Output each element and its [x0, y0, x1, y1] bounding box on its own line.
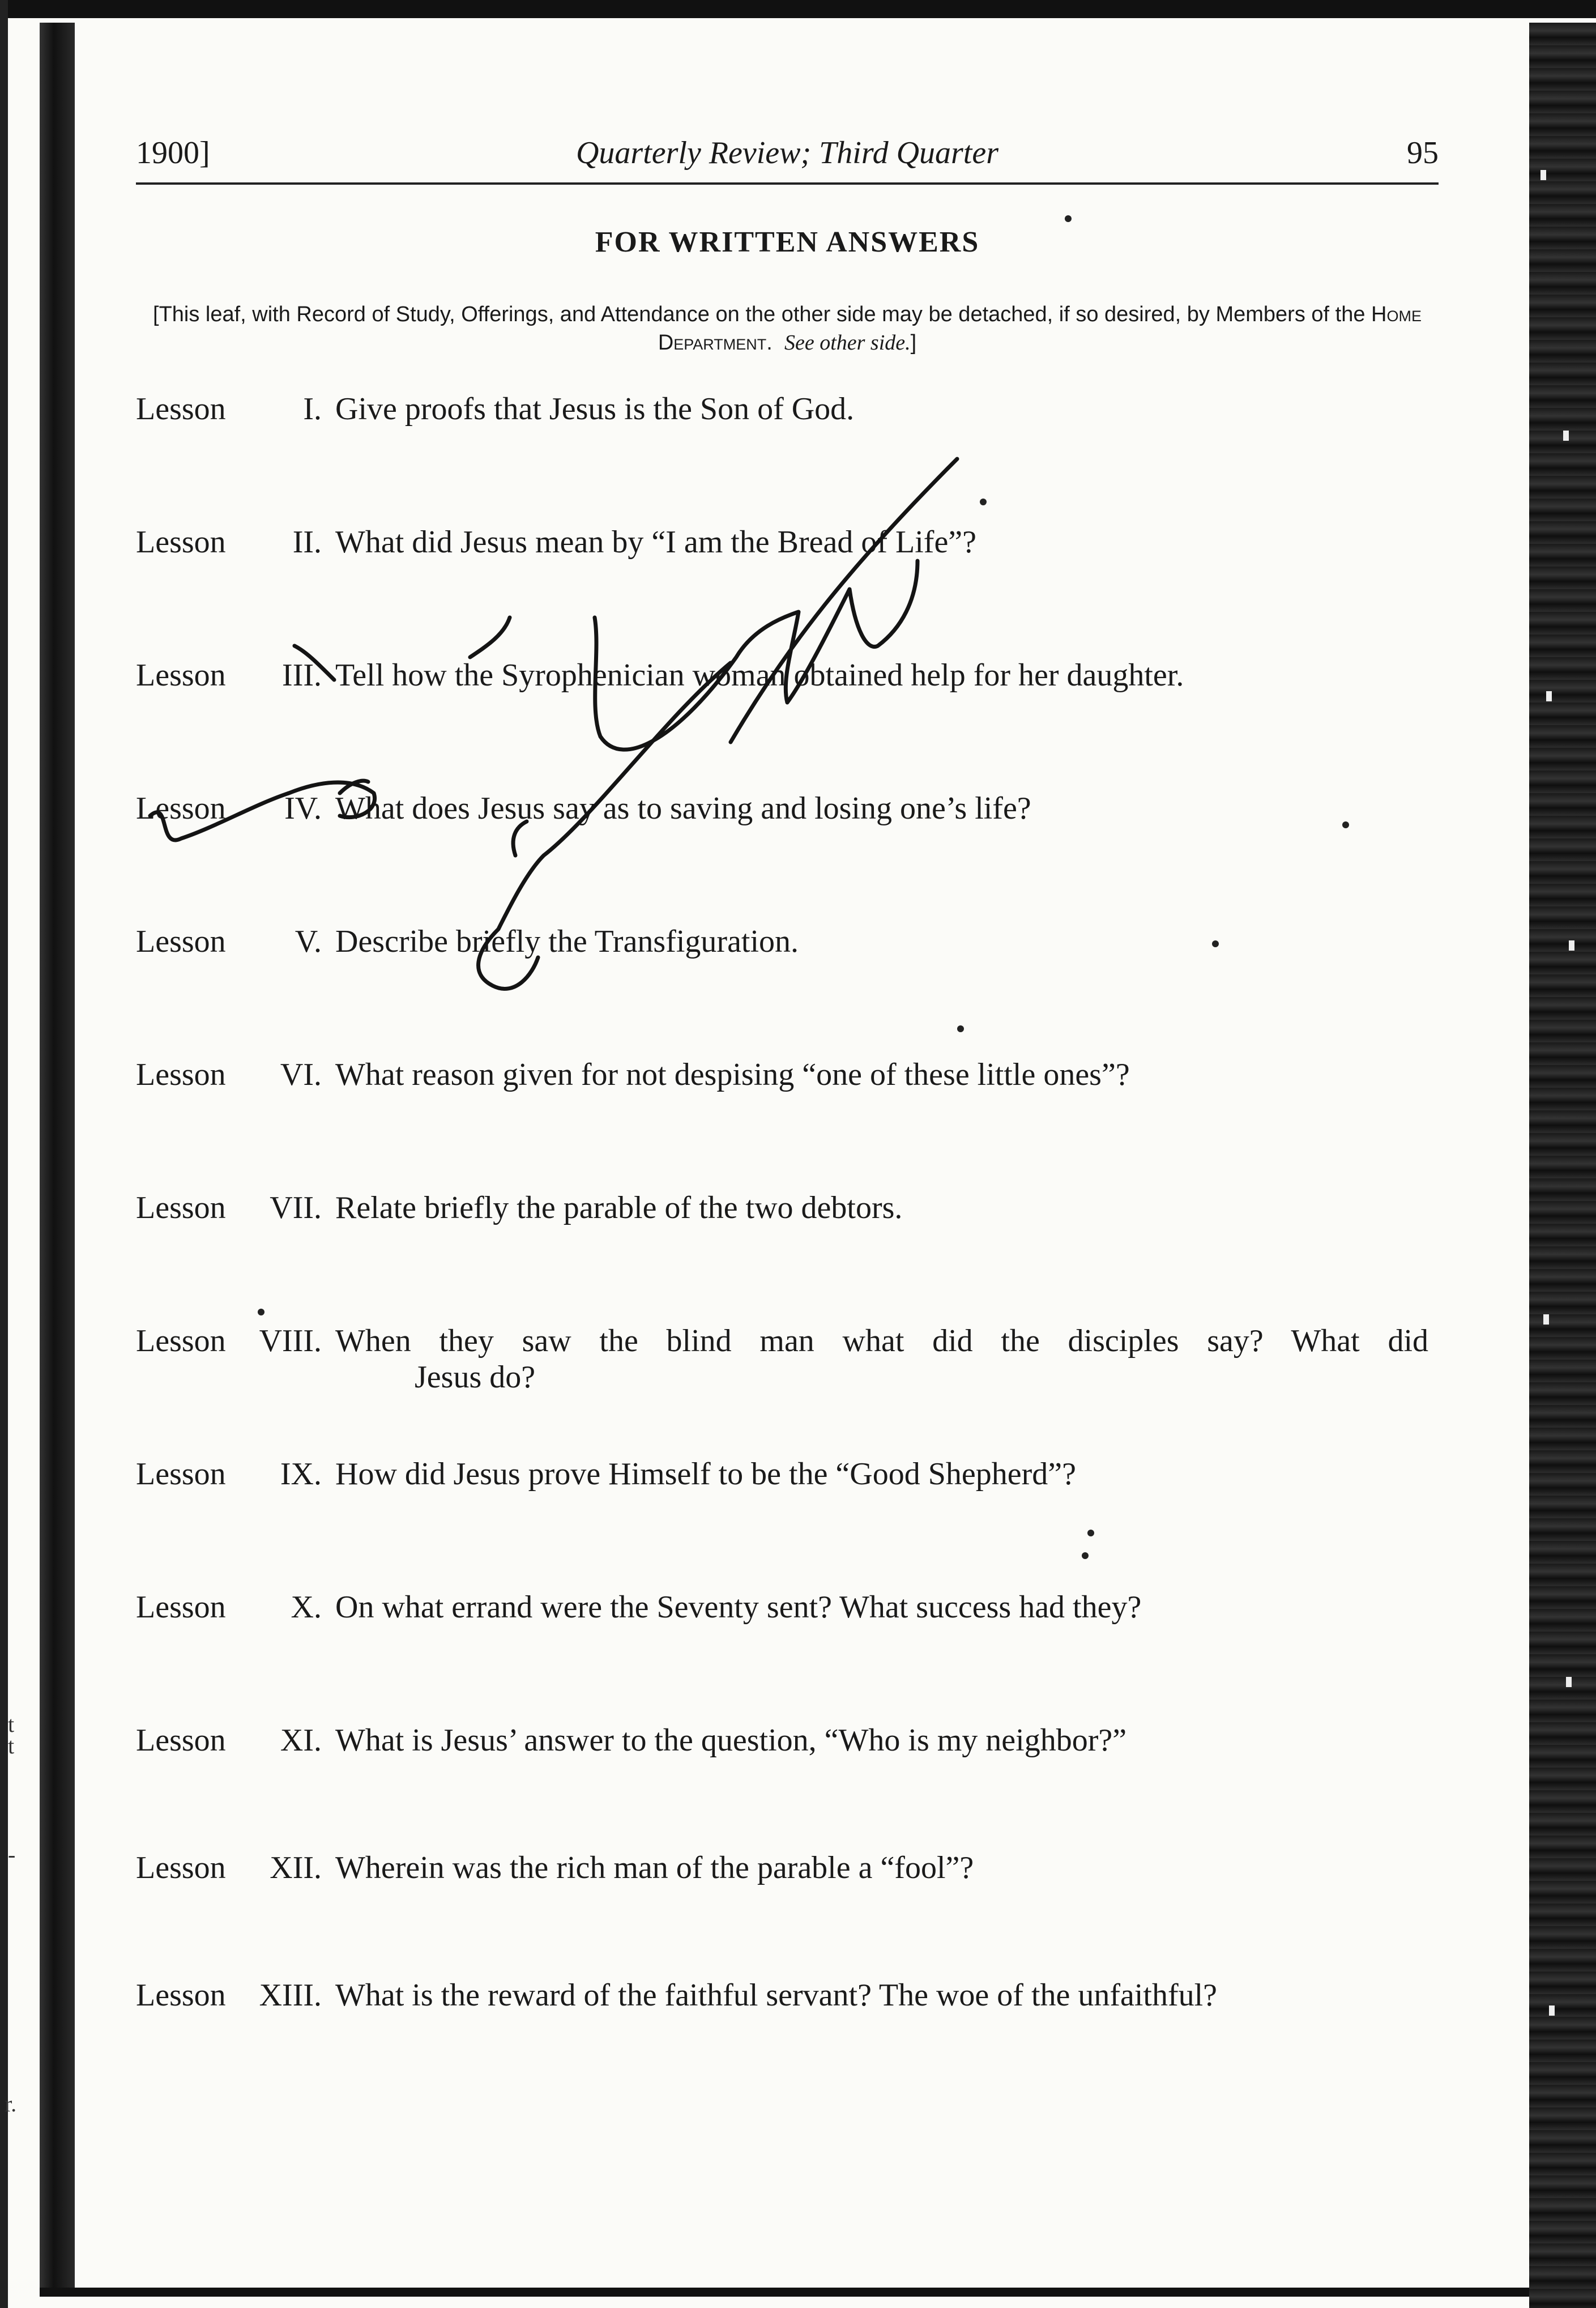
lesson-number: VII. — [270, 1190, 322, 1225]
lesson-label: Lesson — [136, 1590, 226, 1625]
lesson-label: Lesson — [136, 1457, 226, 1492]
lesson-number: VIII. — [259, 1323, 322, 1359]
lesson-label: Lesson — [136, 1190, 226, 1225]
lesson-question: What is the reward of the faithful servant? The woe of the unfaithful? — [335, 1978, 1218, 2013]
lesson-question: Wherein was the rich man of the parable a “fool”? — [335, 1850, 974, 1885]
note-see-other-side: See other side. — [784, 331, 911, 355]
page-left-edge — [40, 23, 75, 2289]
lesson-question: How did Jesus prove Himself to be the “Good Shepherd”? — [335, 1457, 1076, 1492]
lesson-question: Relate briefly the parable of the two debtors. — [335, 1190, 903, 1225]
lesson-question: On what errand were the Seventy sent? What success had they? — [335, 1590, 1142, 1625]
lesson-label: Lesson — [136, 658, 226, 693]
lesson-label: Lesson — [136, 791, 226, 826]
lesson-number: XI. — [280, 1723, 322, 1758]
note-department: Home Department. — [658, 303, 1422, 355]
note-text: [This leaf, with Record of Study, Offerings, and Attendance on the other side may be detached, if so desired, by Members of the — [153, 303, 1372, 326]
note-close-bracket: ] — [910, 331, 917, 355]
instruction-note — [136, 300, 1439, 357]
margin-mark-dash: - — [8, 1842, 16, 1867]
lesson-number: III. — [282, 658, 322, 693]
lesson-question-line: Jesus do? — [415, 1360, 536, 1395]
lesson-question: What is Jesus’ answer to the question, “Who is my neighbor?” — [335, 1723, 1127, 1758]
page-number: 95 — [1407, 135, 1439, 171]
lesson-label: Lesson — [136, 924, 226, 959]
running-title: Quarterly Review; Third Quarter — [575, 135, 999, 171]
lesson-number: IV. — [284, 791, 322, 826]
lesson-question: What did Jesus mean by “I am the Bread of Life”? — [335, 525, 977, 560]
scan-top-border — [0, 0, 1596, 18]
lesson-question — [335, 1323, 1428, 1395]
year: 1900] — [136, 135, 210, 171]
lesson-number: II. — [292, 525, 322, 560]
lesson-question-line: When they saw the blind man what did the disciples say? What did — [335, 1323, 1428, 1359]
header-rule — [136, 182, 1439, 185]
running-head — [136, 135, 1439, 174]
lesson-label: Lesson — [136, 391, 226, 427]
scan-left-border — [0, 0, 8, 2308]
lesson-label: Lesson — [136, 525, 226, 560]
lesson-number: I. — [303, 391, 322, 427]
lesson-number: VI. — [280, 1057, 322, 1092]
margin-mark-r: r. — [5, 2091, 17, 2117]
margin-mark-t: t — [8, 1711, 15, 1737]
lesson-label: Lesson — [136, 1723, 226, 1758]
lesson-question: What reason given for not despising “one of these little ones”? — [335, 1057, 1130, 1092]
lesson-label: Lesson — [136, 1057, 226, 1092]
lesson-question: Describe briefly the Transfiguration. — [335, 924, 799, 959]
lesson-question: Give proofs that Jesus is the Son of God. — [335, 391, 855, 427]
lesson-number: X. — [291, 1590, 322, 1625]
lesson-label: Lesson — [136, 1850, 226, 1885]
lesson-label: Lesson — [136, 1978, 226, 2013]
lesson-label: Lesson — [136, 1323, 226, 1359]
book-binding-edge — [1529, 23, 1596, 2308]
margin-mark-t: t — [8, 1733, 15, 1758]
lesson-question: What does Jesus say as to saving and losing one’s life? — [335, 791, 1031, 826]
lesson-number: V. — [295, 924, 322, 959]
lesson-number: IX. — [280, 1457, 322, 1492]
page-bottom-edge — [40, 2288, 1557, 2297]
lesson-question: Tell how the Syrophenician woman obtained help for her daughter. — [335, 658, 1184, 693]
lesson-number: XII. — [270, 1850, 322, 1885]
lesson-number: XIII. — [259, 1978, 322, 2013]
section-title: FOR WRITTEN ANSWERS — [595, 226, 980, 258]
